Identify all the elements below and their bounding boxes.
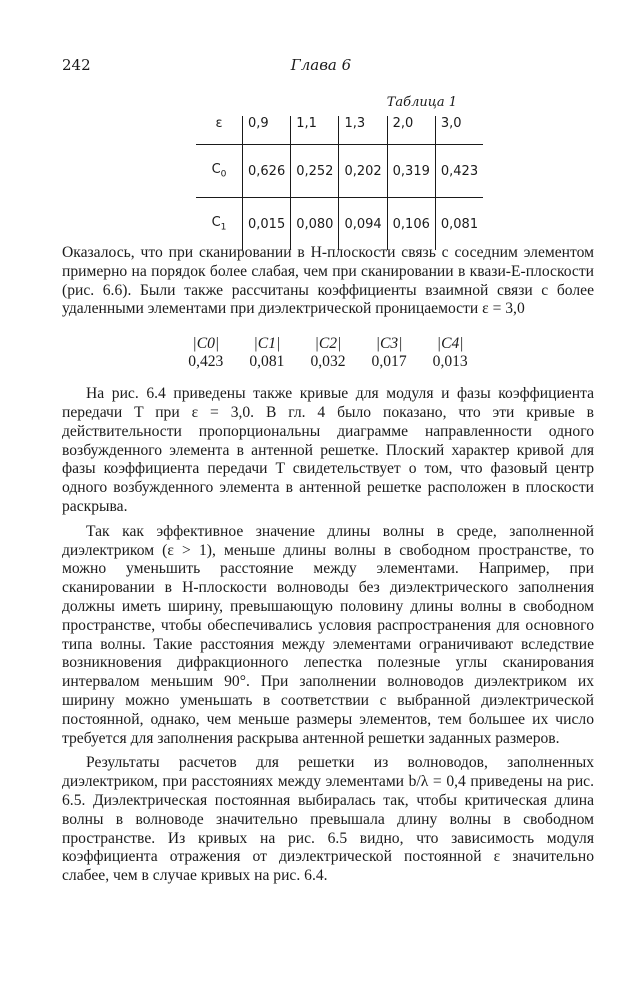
table-cell: 1,1 bbox=[291, 116, 339, 145]
table-cell: 0,081 bbox=[435, 198, 483, 251]
table-cell: 2,0 bbox=[387, 116, 435, 145]
table-cell: 0,015 bbox=[243, 198, 291, 251]
row-label: $C_0$ bbox=[196, 145, 243, 198]
table-cell: 0,9 bbox=[243, 116, 291, 145]
table-row bbox=[196, 198, 483, 251]
table-cell: 0,626 bbox=[243, 145, 291, 198]
paragraph: На рис. 6.4 приведены также кривые для модуля и фазы коэффициента передачи T при ε = 3,0. В гл. 4 было показано, что эти кривые в действительности пропорциональны диаграмме направленности одного возбужденного элемента в антенной решетке. Плоский характер кривой для фазы коэффициента передачи T свидетельствует о том, что фазовый центр одного возбужденного элемента в антенной решетке расположен в плоскости раскрыва. bbox=[62, 385, 594, 515]
table-cell: 1,3 bbox=[339, 116, 387, 145]
table-cell: 0,094 bbox=[339, 198, 387, 251]
page-number: 242 bbox=[62, 56, 91, 74]
paragraph: Оказалось, что при сканировании в H-плоскости связь с соседним элементом примерно на порядок более слабая, чем при сканировании в квази-E-плоскости (рис. 6.6). Были также рассчитаны коэффициенты взаимной связи с более удаленными элементами при диэлектрической проницаемости ε = 3,0 bbox=[62, 244, 594, 318]
table-cell: 0,106 bbox=[387, 198, 435, 251]
table-cell: 0,319 bbox=[387, 145, 435, 198]
table-cell: 3,0 bbox=[435, 116, 483, 145]
coefficient: |C0| 0,423 bbox=[188, 335, 224, 371]
epsilon-label: ε bbox=[215, 116, 223, 131]
coefficient: |C1| 0,081 bbox=[249, 335, 285, 371]
chapter-title: Глава 6 bbox=[290, 56, 352, 74]
paragraph: Результаты расчетов для решетки из волноводов, заполненных диэлектриком, при расстояниях между элементами b/λ = 0,4 приведены на рис. 6.5. Диэлектрическая постоянная выбиралась так, чтобы критическая длина волны в волноводе значительно превышала длину волны в свободном пространстве. Из кривых на рис. 6.5 видно, что зависимость модуля коэффициента отражения от диэлектрической постоянной ε значительно слабее, чем в случае кривых на рис. 6.4. bbox=[62, 754, 594, 885]
table-cell: 0,080 bbox=[291, 198, 339, 251]
table-header-row bbox=[196, 116, 483, 145]
table-row bbox=[196, 145, 483, 198]
table-caption: Таблица 1 bbox=[386, 95, 457, 110]
table-cell: 0,202 bbox=[339, 145, 387, 198]
row-label: $C_1$ bbox=[196, 198, 243, 251]
coupling-table bbox=[196, 116, 483, 250]
coefficient: |C3| 0,017 bbox=[371, 335, 407, 371]
coefficient: |C2| 0,032 bbox=[310, 335, 346, 371]
paragraph: Так как эффективное значение длины волны в среде, заполненной диэлектриком (ε > 1), меньше длины волны в свободном пространстве, то можно уменьшить расстояние между элементами. Например, при сканировании в H-плоскости волноводы без диэлектрического заполнения должны иметь ширину, превышающую половину длины волны в свободном пространстве, чтобы обеспечивались условия распространения для основного типа волны. Такие расстояния между элементами ограничивают вследствие возникновения дифракционного лепестка полезные углы сканирования интервалом меньшим 90°. При заполнении волноводов диэлектриком их ширину можно уменьшать в соответствии с выбранной диэлектрической постоянной, однако, чем меньше размеры элементов, тем большее их число требуется для заполнения раскрыва антенной решетки заданных размеров. bbox=[62, 522, 594, 747]
coefficient-values bbox=[62, 335, 594, 371]
table-cell: 0,252 bbox=[291, 145, 339, 198]
body-text bbox=[62, 244, 594, 886]
table-cell: 0,423 bbox=[435, 145, 483, 198]
coefficient: |C4| 0,013 bbox=[432, 335, 468, 371]
page-header bbox=[62, 56, 580, 78]
